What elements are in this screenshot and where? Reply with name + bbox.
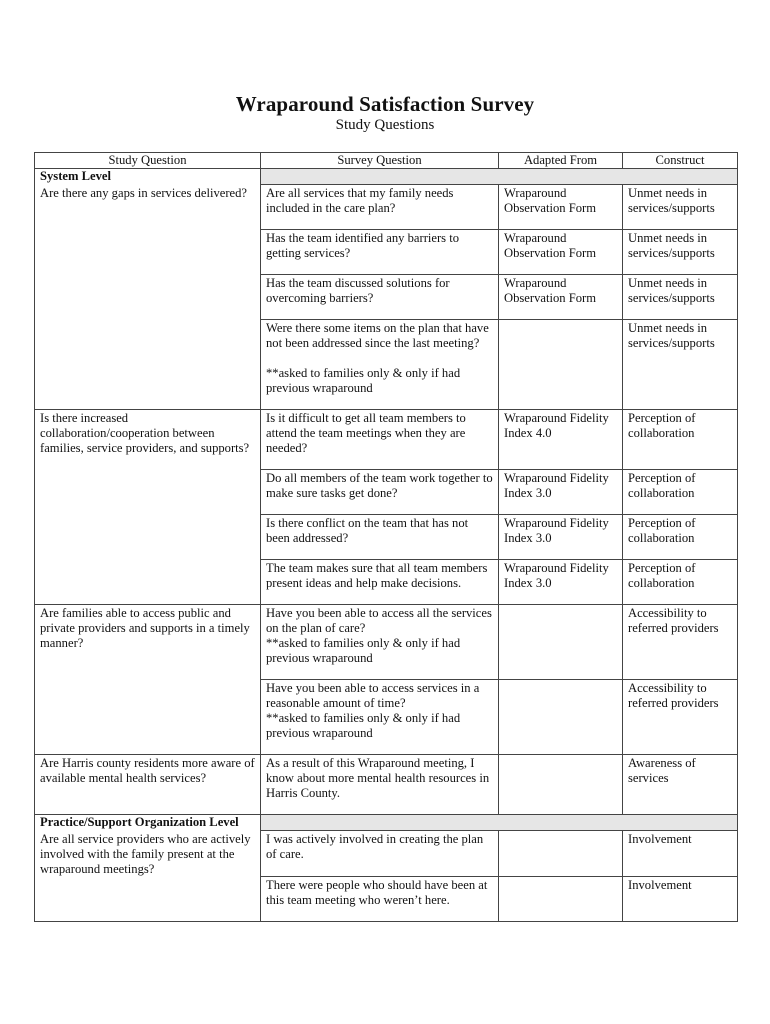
table-row xyxy=(35,831,738,877)
adapted-from-cell: Wraparound Observation Form xyxy=(499,185,623,230)
study-question-cell xyxy=(35,560,261,605)
survey-question-cell: As a result of this Wraparound meeting, I know about more mental health resources in Harris County. xyxy=(261,755,499,815)
section-shading xyxy=(261,815,738,831)
table-header-row xyxy=(35,153,738,169)
adapted-from-cell xyxy=(499,320,623,410)
survey-question-cell: Are all services that my family needs included in the care plan? xyxy=(261,185,499,230)
table-row xyxy=(35,230,738,275)
adapted-from-cell xyxy=(499,755,623,815)
table-row xyxy=(35,877,738,922)
adapted-from-cell xyxy=(499,877,623,922)
adapted-from-cell: Wraparound Fidelity Index 4.0 xyxy=(499,410,623,470)
header-construct: Construct xyxy=(623,153,738,169)
table-row xyxy=(35,320,738,410)
table-row xyxy=(35,560,738,605)
survey-question-cell: Have you been able to access all the services on the plan of care? **asked to families only & only if had previous wraparound xyxy=(261,605,499,680)
study-questions-table xyxy=(34,152,738,922)
survey-question-cell: I was actively involved in creating the plan of care. xyxy=(261,831,499,877)
survey-question-cell: Has the team identified any barriers to getting services? xyxy=(261,230,499,275)
construct-cell: Perception of collaboration xyxy=(623,515,738,560)
document-subtitle: Study Questions xyxy=(335,117,435,133)
construct-cell: Awareness of services xyxy=(623,755,738,815)
table-row xyxy=(35,755,738,815)
section-label: System Level xyxy=(35,169,261,185)
section-shading xyxy=(261,169,738,185)
survey-question-cell: Has the team discussed solutions for overcoming barriers? xyxy=(261,275,499,320)
table-row xyxy=(35,680,738,755)
survey-question-cell: Have you been able to access services in a reasonable amount of time? **asked to families only & only if had previous wraparound xyxy=(261,680,499,755)
study-question-cell xyxy=(35,230,261,275)
study-question-cell xyxy=(35,275,261,320)
construct-cell: Unmet needs in services/supports xyxy=(623,230,738,275)
table-row xyxy=(35,185,738,230)
adapted-from-cell: Wraparound Observation Form xyxy=(499,275,623,320)
survey-question-cell: Do all members of the team work together to make sure tasks get done? xyxy=(261,470,499,515)
adapted-from-cell: Wraparound Fidelity Index 3.0 xyxy=(499,560,623,605)
adapted-from-cell: Wraparound Fidelity Index 3.0 xyxy=(499,470,623,515)
construct-cell: Perception of collaboration xyxy=(623,560,738,605)
study-question-cell xyxy=(35,680,261,755)
adapted-from-cell xyxy=(499,605,623,680)
study-question-cell xyxy=(35,320,261,410)
survey-question-cell: There were people who should have been at this team meeting who weren’t here. xyxy=(261,877,499,922)
table-row xyxy=(35,605,738,680)
study-question-cell: Are all service providers who are actively involved with the family present at the wraparound meetings? xyxy=(35,831,261,877)
header-study-question: Study Question xyxy=(35,153,261,169)
table-row xyxy=(35,275,738,320)
survey-question-cell: The team makes sure that all team members present ideas and help make decisions. xyxy=(261,560,499,605)
header-adapted-from: Adapted From xyxy=(499,153,623,169)
section-row xyxy=(35,815,738,831)
header-survey-question: Survey Question xyxy=(261,153,499,169)
study-question-cell: Are families able to access public and private providers and supports in a timely manner? xyxy=(35,605,261,680)
study-question-cell xyxy=(35,877,261,922)
table-row xyxy=(35,515,738,560)
adapted-from-cell xyxy=(499,680,623,755)
construct-cell: Accessibility to referred providers xyxy=(623,680,738,755)
adapted-from-cell: Wraparound Fidelity Index 3.0 xyxy=(499,515,623,560)
study-question-cell xyxy=(35,470,261,515)
construct-cell: Involvement xyxy=(623,831,738,877)
survey-question-cell: Is it difficult to get all team members to attend the team meetings when they are needed? xyxy=(261,410,499,470)
construct-cell: Perception of collaboration xyxy=(623,470,738,515)
study-question-cell: Is there increased collaboration/cooperation between families, service providers, and supports? xyxy=(35,410,261,470)
adapted-from-cell: Wraparound Observation Form xyxy=(499,230,623,275)
study-question-cell: Are there any gaps in services delivered? xyxy=(35,185,261,230)
table-row xyxy=(35,410,738,470)
section-label: Practice/Support Organization Level xyxy=(35,815,261,831)
table-row xyxy=(35,470,738,515)
construct-cell: Involvement xyxy=(623,877,738,922)
construct-cell: Unmet needs in services/supports xyxy=(623,275,738,320)
survey-question-cell: Were there some items on the plan that have not been addressed since the last meeting? **asked to families only & only if had previous wraparound xyxy=(261,320,499,410)
section-row xyxy=(35,169,738,185)
study-question-cell xyxy=(35,515,261,560)
study-question-cell: Are Harris county residents more aware of available mental health services? xyxy=(35,755,261,815)
construct-cell: Unmet needs in services/supports xyxy=(623,320,738,410)
construct-cell: Unmet needs in services/supports xyxy=(623,185,738,230)
document-title: Wraparound Satisfaction Survey xyxy=(235,92,535,116)
survey-question-cell: Is there conflict on the team that has not been addressed? xyxy=(261,515,499,560)
construct-cell: Perception of collaboration xyxy=(623,410,738,470)
adapted-from-cell xyxy=(499,831,623,877)
construct-cell: Accessibility to referred providers xyxy=(623,605,738,680)
